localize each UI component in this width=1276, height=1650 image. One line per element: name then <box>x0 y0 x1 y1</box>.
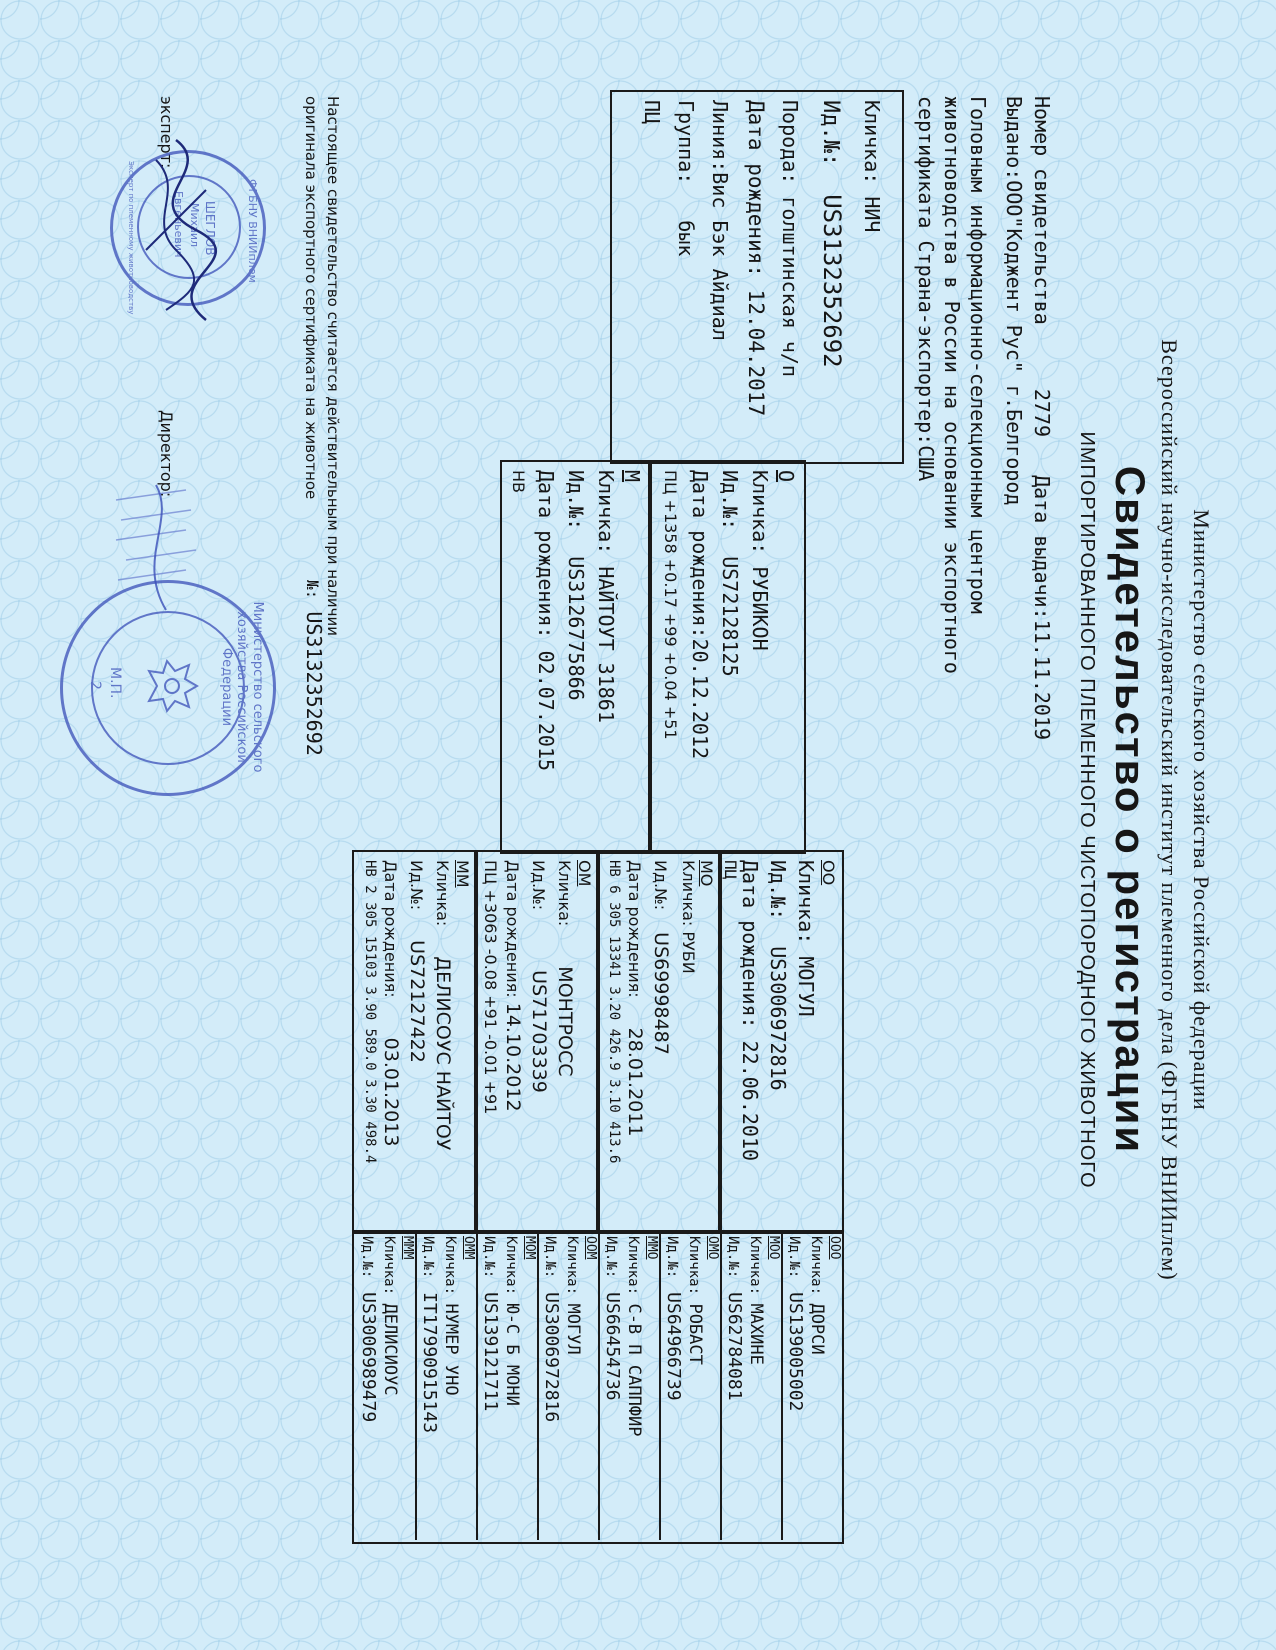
mo-name: РУБИ <box>679 931 698 974</box>
father-birth-label: Дата рождения: <box>688 470 712 639</box>
ancestor-oom <box>539 1230 600 1540</box>
animal-name: НИЧ <box>860 196 884 233</box>
ancestor-mom <box>478 1230 539 1540</box>
om-box <box>474 850 600 1234</box>
ancestor-moo <box>722 1230 783 1540</box>
ancestor-separator <box>781 1230 783 1540</box>
animal-name-label: Кличка: <box>860 100 884 185</box>
om-id-label: Ид.№: <box>529 860 548 911</box>
animal-id: US3132352692 <box>818 194 846 368</box>
father-name: РУБИКОН <box>748 566 772 651</box>
line-label: Линия: <box>708 100 732 173</box>
ancestor-name-label: Кличка: <box>625 1236 641 1296</box>
ancestor-name-label: Кличка: <box>503 1236 519 1296</box>
father-id-label: Ид.№: <box>718 470 742 531</box>
mo-tag: МО <box>697 860 716 887</box>
mother-name-label: Кличка: <box>594 470 618 555</box>
mo-id-label: Ид.№: <box>651 860 670 911</box>
father-birth: 20.12.2012 <box>688 638 712 759</box>
ancestor-id-label: Ид.№: <box>664 1236 680 1279</box>
mo-birth-label: Дата рождения: <box>625 860 644 998</box>
ancestor-tag: ММО <box>644 1236 659 1260</box>
ancestor-id-label: Ид.№: <box>359 1236 375 1279</box>
ancestor-id: US64966739 <box>663 1292 684 1401</box>
number-value: 2779 <box>1030 388 1054 438</box>
mo-name-label: Кличка: <box>679 860 698 927</box>
ancestor-separator <box>537 1230 539 1540</box>
om-tag: ОМ <box>575 860 594 887</box>
group-value: бык <box>674 220 698 257</box>
ancestor-separator <box>598 1230 600 1540</box>
mother-name: НАЙТОУТ 31861 <box>594 566 618 723</box>
ancestor-id: US62784081 <box>724 1292 745 1401</box>
ancestor-name-label: Кличка: <box>747 1236 763 1296</box>
ancestor-tag: МММ <box>400 1236 415 1260</box>
expert-stamp-surname: ШЕГЛОВ <box>203 201 217 256</box>
ancestor-name-label: Кличка: <box>381 1236 397 1296</box>
eagle-emblem-icon <box>141 655 203 717</box>
mo-id: US69998487 <box>650 932 672 1055</box>
ancestor-name-label: Кличка: <box>442 1236 458 1296</box>
mother-box <box>500 460 652 854</box>
certificate-sheet <box>46 20 1226 1600</box>
ancestor-name: МОГУЛ <box>563 1303 583 1355</box>
issuer-line-1: Головным информационно-селекционным центром <box>966 96 990 614</box>
seal-mp: М.П. <box>107 667 123 699</box>
ancestor-tag: ООО <box>827 1236 842 1260</box>
animal-id-label: Ид.№: <box>818 100 843 167</box>
cert-no-label: №: <box>303 580 322 600</box>
expert-signature <box>126 130 236 330</box>
validity-line-2: оригинала экспортного сертификата на животное <box>302 96 320 500</box>
seal-text: Министерство сельского хозяйства Российской Федерации <box>218 601 265 773</box>
ancestor-mmm <box>356 1230 417 1540</box>
om-birth-label: Дата рождения: <box>503 860 522 998</box>
oo-tag: ОО <box>819 860 838 886</box>
ancestor-name: С-В П САППФИР <box>624 1303 644 1437</box>
ancestor-name: ДЕЛИСИОУС <box>380 1303 400 1396</box>
institute-line: Всероссийский научно-исследовательский институт племенного дела (ФГБНУ ВНИИплем) <box>1157 339 1182 1281</box>
oo-name: МОГУЛ <box>794 956 818 1017</box>
oo-id: US3006972816 <box>766 946 790 1091</box>
date-value: 11.11.2019 <box>1030 619 1054 741</box>
oo-id-label: Ид.№: <box>766 860 790 921</box>
mother-id: US3126775866 <box>564 556 588 701</box>
ancestor-mmo <box>600 1230 661 1540</box>
ancestor-name-label: Кличка: <box>686 1236 702 1296</box>
certificate-title: Свидетельство о регистрации <box>1107 465 1154 1155</box>
official-seal <box>60 580 276 796</box>
mo-hb: НВ 6 305 13341 3.20 426.9 3.10 413.6 <box>606 860 622 1164</box>
oo-birth: 22.06.2010 <box>738 1040 762 1162</box>
ancestor-id: IT17990915143 <box>419 1292 440 1434</box>
ancestor-tag: ОММ <box>461 1236 476 1260</box>
ancestor-id: US3006972816 <box>541 1292 562 1423</box>
ancestor-omo <box>661 1230 722 1540</box>
oo-birth-label: Дата рождения: <box>738 860 762 1029</box>
birth-label: Дата рождения: <box>744 100 768 278</box>
mother-birth: 02.07.2015 <box>534 650 558 772</box>
animal-box <box>610 90 904 464</box>
ancestor-id-label: Ид.№: <box>725 1236 741 1279</box>
mm-hb: НВ 2 305 15103 3.90 589.0 3.30 498.4 <box>362 860 378 1164</box>
om-name: МОНТРОСС <box>554 966 576 1077</box>
father-pc: ПЦ +1358 +0.17 +99 +0.04 +51 <box>661 470 680 740</box>
breed-label: Порода: <box>778 100 802 185</box>
cert-no: US3132352692 <box>302 611 326 756</box>
ancestor-id-label: Ид.№: <box>603 1236 619 1279</box>
mo-box <box>596 850 722 1234</box>
ancestor-name: НУМЕР УНО <box>441 1303 461 1396</box>
oo-box <box>718 850 844 1234</box>
ancestor-id-label: Ид.№: <box>420 1236 436 1279</box>
ancestor-name: РОБАСТ <box>685 1303 705 1365</box>
ancestor-separator <box>720 1230 722 1540</box>
mm-id-label: Ид.№: <box>407 860 426 911</box>
om-name-label: Кличка: <box>555 860 574 927</box>
mm-name-label: Кличка: <box>433 860 452 927</box>
mother-hb: НВ <box>509 470 528 494</box>
birth-date: 12.04.2017 <box>744 289 768 417</box>
number-label: Номер свидетельства <box>1030 96 1054 325</box>
mm-birth: 03.01.2013 <box>380 1037 402 1147</box>
father-tag: О <box>774 470 798 483</box>
ancestor-name: МАХИНЕ <box>746 1303 766 1365</box>
issuer-line-2: животноводства в России на основании экспортного <box>940 96 964 674</box>
oo-pc: ПЦ <box>721 860 740 880</box>
mm-name: ДЕЛИСОУС НАЙТОУ <box>432 956 454 1151</box>
mother-id-label: Ид.№: <box>564 470 588 531</box>
mother-birth-label: Дата рождения: <box>534 470 558 639</box>
ancestor-id-label: Ид.№: <box>481 1236 497 1279</box>
om-birth: 14.10.2012 <box>502 1002 524 1112</box>
certificate-number-line <box>1030 96 1054 740</box>
ancestor-name-label: Кличка: <box>808 1236 824 1296</box>
ancestor-id: US66454736 <box>602 1292 623 1401</box>
date-label: Дата выдачи: <box>1030 475 1054 620</box>
ancestor-id: US139121711 <box>480 1292 501 1412</box>
seal-number: 2 <box>87 681 103 690</box>
group-label: Группа: <box>674 100 698 185</box>
om-id: US71703339 <box>528 970 550 1093</box>
line-value: Вис Бэк Айдиал <box>708 172 732 341</box>
ancestor-tag: МОО <box>766 1236 781 1260</box>
mm-id: US72127422 <box>406 940 428 1063</box>
father-name-label: Кличка: <box>748 470 772 555</box>
ancestors-list <box>356 1230 844 1540</box>
ancestor-tag: МОМ <box>522 1236 537 1260</box>
ancestor-tag: ООМ <box>583 1236 598 1260</box>
ancestor-separator <box>415 1230 417 1540</box>
validity-line-1: Настоящее свидетельство считается действительным при наличии <box>324 96 342 636</box>
ancestor-id-label: Ид.№: <box>542 1236 558 1279</box>
ancestor-id: US3006989479 <box>358 1292 379 1423</box>
ancestor-tag: ОМО <box>705 1236 720 1260</box>
ancestor-separator <box>659 1230 661 1540</box>
ancestor-name-label: Кличка: <box>564 1236 580 1296</box>
ancestor-omm <box>417 1230 478 1540</box>
ministry-line: Министерство сельского хозяйства Российской федерации <box>1189 509 1214 1111</box>
mm-birth-label: Дата рождения: <box>381 860 400 998</box>
expert-stamp-firstname: Михаил <box>188 203 201 248</box>
issuer-line-3: сертификата Страна-экспортер:США <box>914 96 938 482</box>
animal-pc-label: ПЦ <box>640 100 664 125</box>
ancestor-id-label: Ид.№: <box>786 1236 802 1279</box>
director-label: Директор: <box>157 410 176 498</box>
ancestor-name: ДОРСИ <box>807 1303 827 1355</box>
mother-tag: М <box>620 470 644 483</box>
father-box <box>648 460 806 854</box>
father-id: US72128125 <box>718 556 742 677</box>
om-pc: ПЦ +3063 -0.08 +91 -0.01 +91 <box>481 860 500 1115</box>
expert-label: эксперт: <box>157 96 176 169</box>
mo-birth: 28.01.2011 <box>624 1027 646 1137</box>
oo-name-label: Кличка: <box>794 860 818 945</box>
issued-to: Выдано:ООО"Коджент Рус" г.Белгород <box>1002 96 1026 506</box>
mm-tag: ММ <box>453 860 472 888</box>
expert-stamp-org: ФГБНУ ВНИИплем <box>246 179 259 283</box>
ancestor-name: Ю-С Б МОНИ <box>502 1303 522 1406</box>
expert-stamp-role: Эксперт по племенному животноводству <box>127 161 135 315</box>
ancestor-id: US139005002 <box>785 1292 806 1412</box>
certificate-subtitle: ИМПОРТИРОВАННОГО ПЛЕМЕННОГО ЧИСТОПОРОДНОГО ЖИВОТНОГО <box>1076 431 1098 1189</box>
expert-stamp-patronymic: Евгеньевич <box>172 191 185 258</box>
ancestor-separator <box>476 1230 478 1540</box>
breed: голштинская ч/п <box>778 196 802 377</box>
mm-box <box>352 850 478 1234</box>
ancestor-ooo <box>783 1230 844 1540</box>
